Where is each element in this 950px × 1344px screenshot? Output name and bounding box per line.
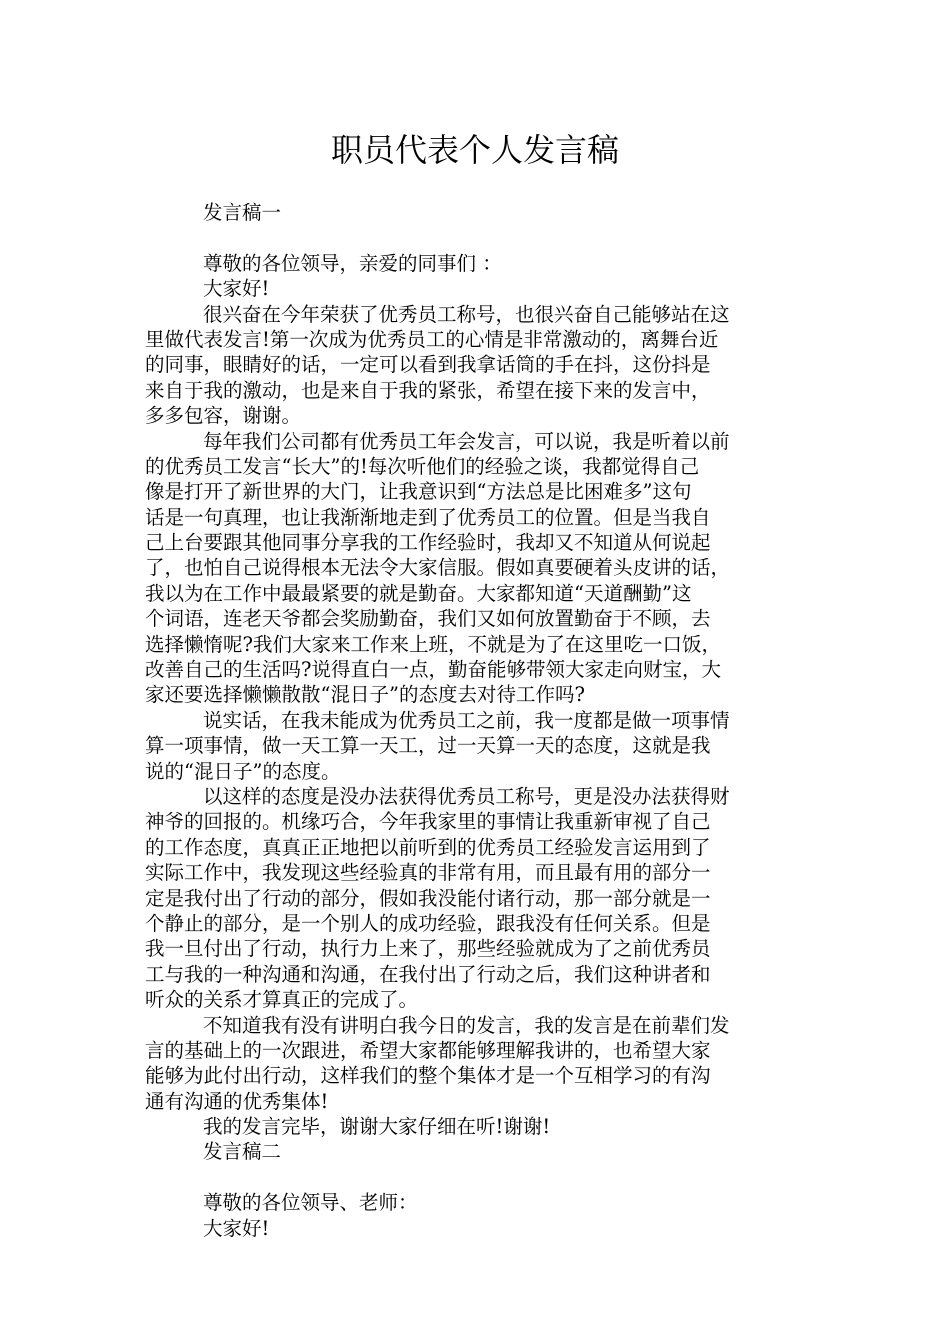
paragraph-line: 多多包容，谢谢。 <box>145 404 302 428</box>
paragraph-line: 工与我的一种沟通和沟通，在我付出了行动之后，我们这种讲者和 <box>145 962 711 986</box>
paragraph-line: 说的“混日子”的态度。 <box>145 759 341 783</box>
paragraph-line: 个词语，连老天爷都会奖励勤奋，我们又如何放置勤奋于不顾，去 <box>145 607 711 631</box>
paragraph-line: 像是打开了新世界的大门，让我意识到“方法总是比困难多”这句 <box>145 480 692 504</box>
paragraph-line: 我一旦付出了行动，执行力上来了，那些经验就成为了之前优秀员 <box>145 937 711 961</box>
paragraph-line: 的工作态度，真真正正地把以前听到的优秀员工经验发言运用到了 <box>145 835 711 859</box>
paragraph-line: 以这样的态度是没办法获得优秀员工称号，更是没办法获得财 <box>203 784 730 808</box>
blank-line <box>145 225 805 250</box>
paragraph-line: 我以为在工作中最最紧要的就是勤奋。大家都知道“天道酬勤”这 <box>145 581 692 605</box>
greeting: 大家好! <box>203 1216 270 1240</box>
paragraph-line: 改善自己的生活吗?说得直白一点，勤奋能够带领大家走向财宝，大 <box>145 658 721 682</box>
paragraph-line: 很兴奋在今年荣获了优秀员工称号，也很兴奋自己能够站在这 <box>203 302 730 326</box>
paragraph-line: 言的基础上的一次跟进，希望大家都能够理解我讲的，也希望大家 <box>145 1038 711 1062</box>
paragraph-line: 里做代表发言!第一次成为优秀员工的心情是非常激动的，离舞台近 <box>145 327 719 351</box>
paragraph-line: 选择懒惰呢?我们大家来工作来上班，不就是为了在这里吃一口饭， <box>145 632 721 656</box>
paragraph-line: 通有沟通的优秀集体! <box>145 1089 329 1113</box>
paragraph-line: 神爷的回报的。机缘巧合，今年我家里的事情让我重新审视了自己 <box>145 810 711 834</box>
paragraph-line: 的同事，眼睛好的话，一定可以看到我拿话筒的手在抖，这份抖是 <box>145 353 711 377</box>
paragraph-line: 不知道我有没有讲明白我今日的发言，我的发言是在前辈们发 <box>203 1013 730 1037</box>
closing-line: 我的发言完毕，谢谢大家仔细在听!谢谢! <box>203 1115 551 1139</box>
paragraph-line: 能够为此付出行动，这样我们的整个集体才是一个互相学习的有沟 <box>145 1064 711 1088</box>
paragraph-line: 说实话，在我未能成为优秀员工之前，我一度都是做一项事情 <box>203 708 730 732</box>
paragraph-line: 己上台要跟其他同事分享我的工作经验时，我却又不知道从何说起 <box>145 531 711 555</box>
paragraph-line: 话是一句真理，也让我渐渐地走到了优秀员工的位置。但是当我自 <box>145 505 711 529</box>
paragraph-line: 的优秀员工发言“长大”的!每次听他们的经验之谈，我都觉得自己 <box>145 454 700 478</box>
salutation: 尊敬的各位领导，亲爱的同事们 ： <box>203 251 502 275</box>
paragraph-line: 定是我付出了行动的部分，假如我没能付诸行动，那一部分就是一 <box>145 886 711 910</box>
section-heading-2: 发言稿二 <box>203 1140 282 1164</box>
greeting: 大家好! <box>203 277 270 301</box>
document-body <box>145 200 805 1241</box>
paragraph-line: 来自于我的激动，也是来自于我的紧张，希望在接下来的发言中， <box>145 378 711 402</box>
paragraph-line: 个静止的部分，是一个别人的成功经验，跟我没有任何关系。但是 <box>145 911 711 935</box>
paragraph-line: 了，也怕自己说得根本无法令大家信服。假如真要硬着头皮讲的话， <box>145 556 731 580</box>
section-heading-1: 发言稿一 <box>203 201 282 224</box>
blank-line <box>145 1165 805 1190</box>
document-title: 职员代表个人发言稿 <box>330 131 619 169</box>
paragraph-line: 算一项事情，做一天工算一天工，过一天算一天的态度，这就是我 <box>145 734 711 758</box>
paragraph-line: 每年我们公司都有优秀员工年会发言，可以说，我是听着以前 <box>203 429 730 453</box>
paragraph-line: 家还要选择懒懒散散“混日子”的态度去对待工作吗? <box>145 683 585 707</box>
salutation: 尊敬的各位领导、老师： <box>203 1191 418 1215</box>
paragraph-line: 实际工作中，我发现这些经验真的非常有用，而且最有用的部分一 <box>145 861 711 885</box>
paragraph-line: 听众的关系才算真正的完成了。 <box>145 988 419 1012</box>
